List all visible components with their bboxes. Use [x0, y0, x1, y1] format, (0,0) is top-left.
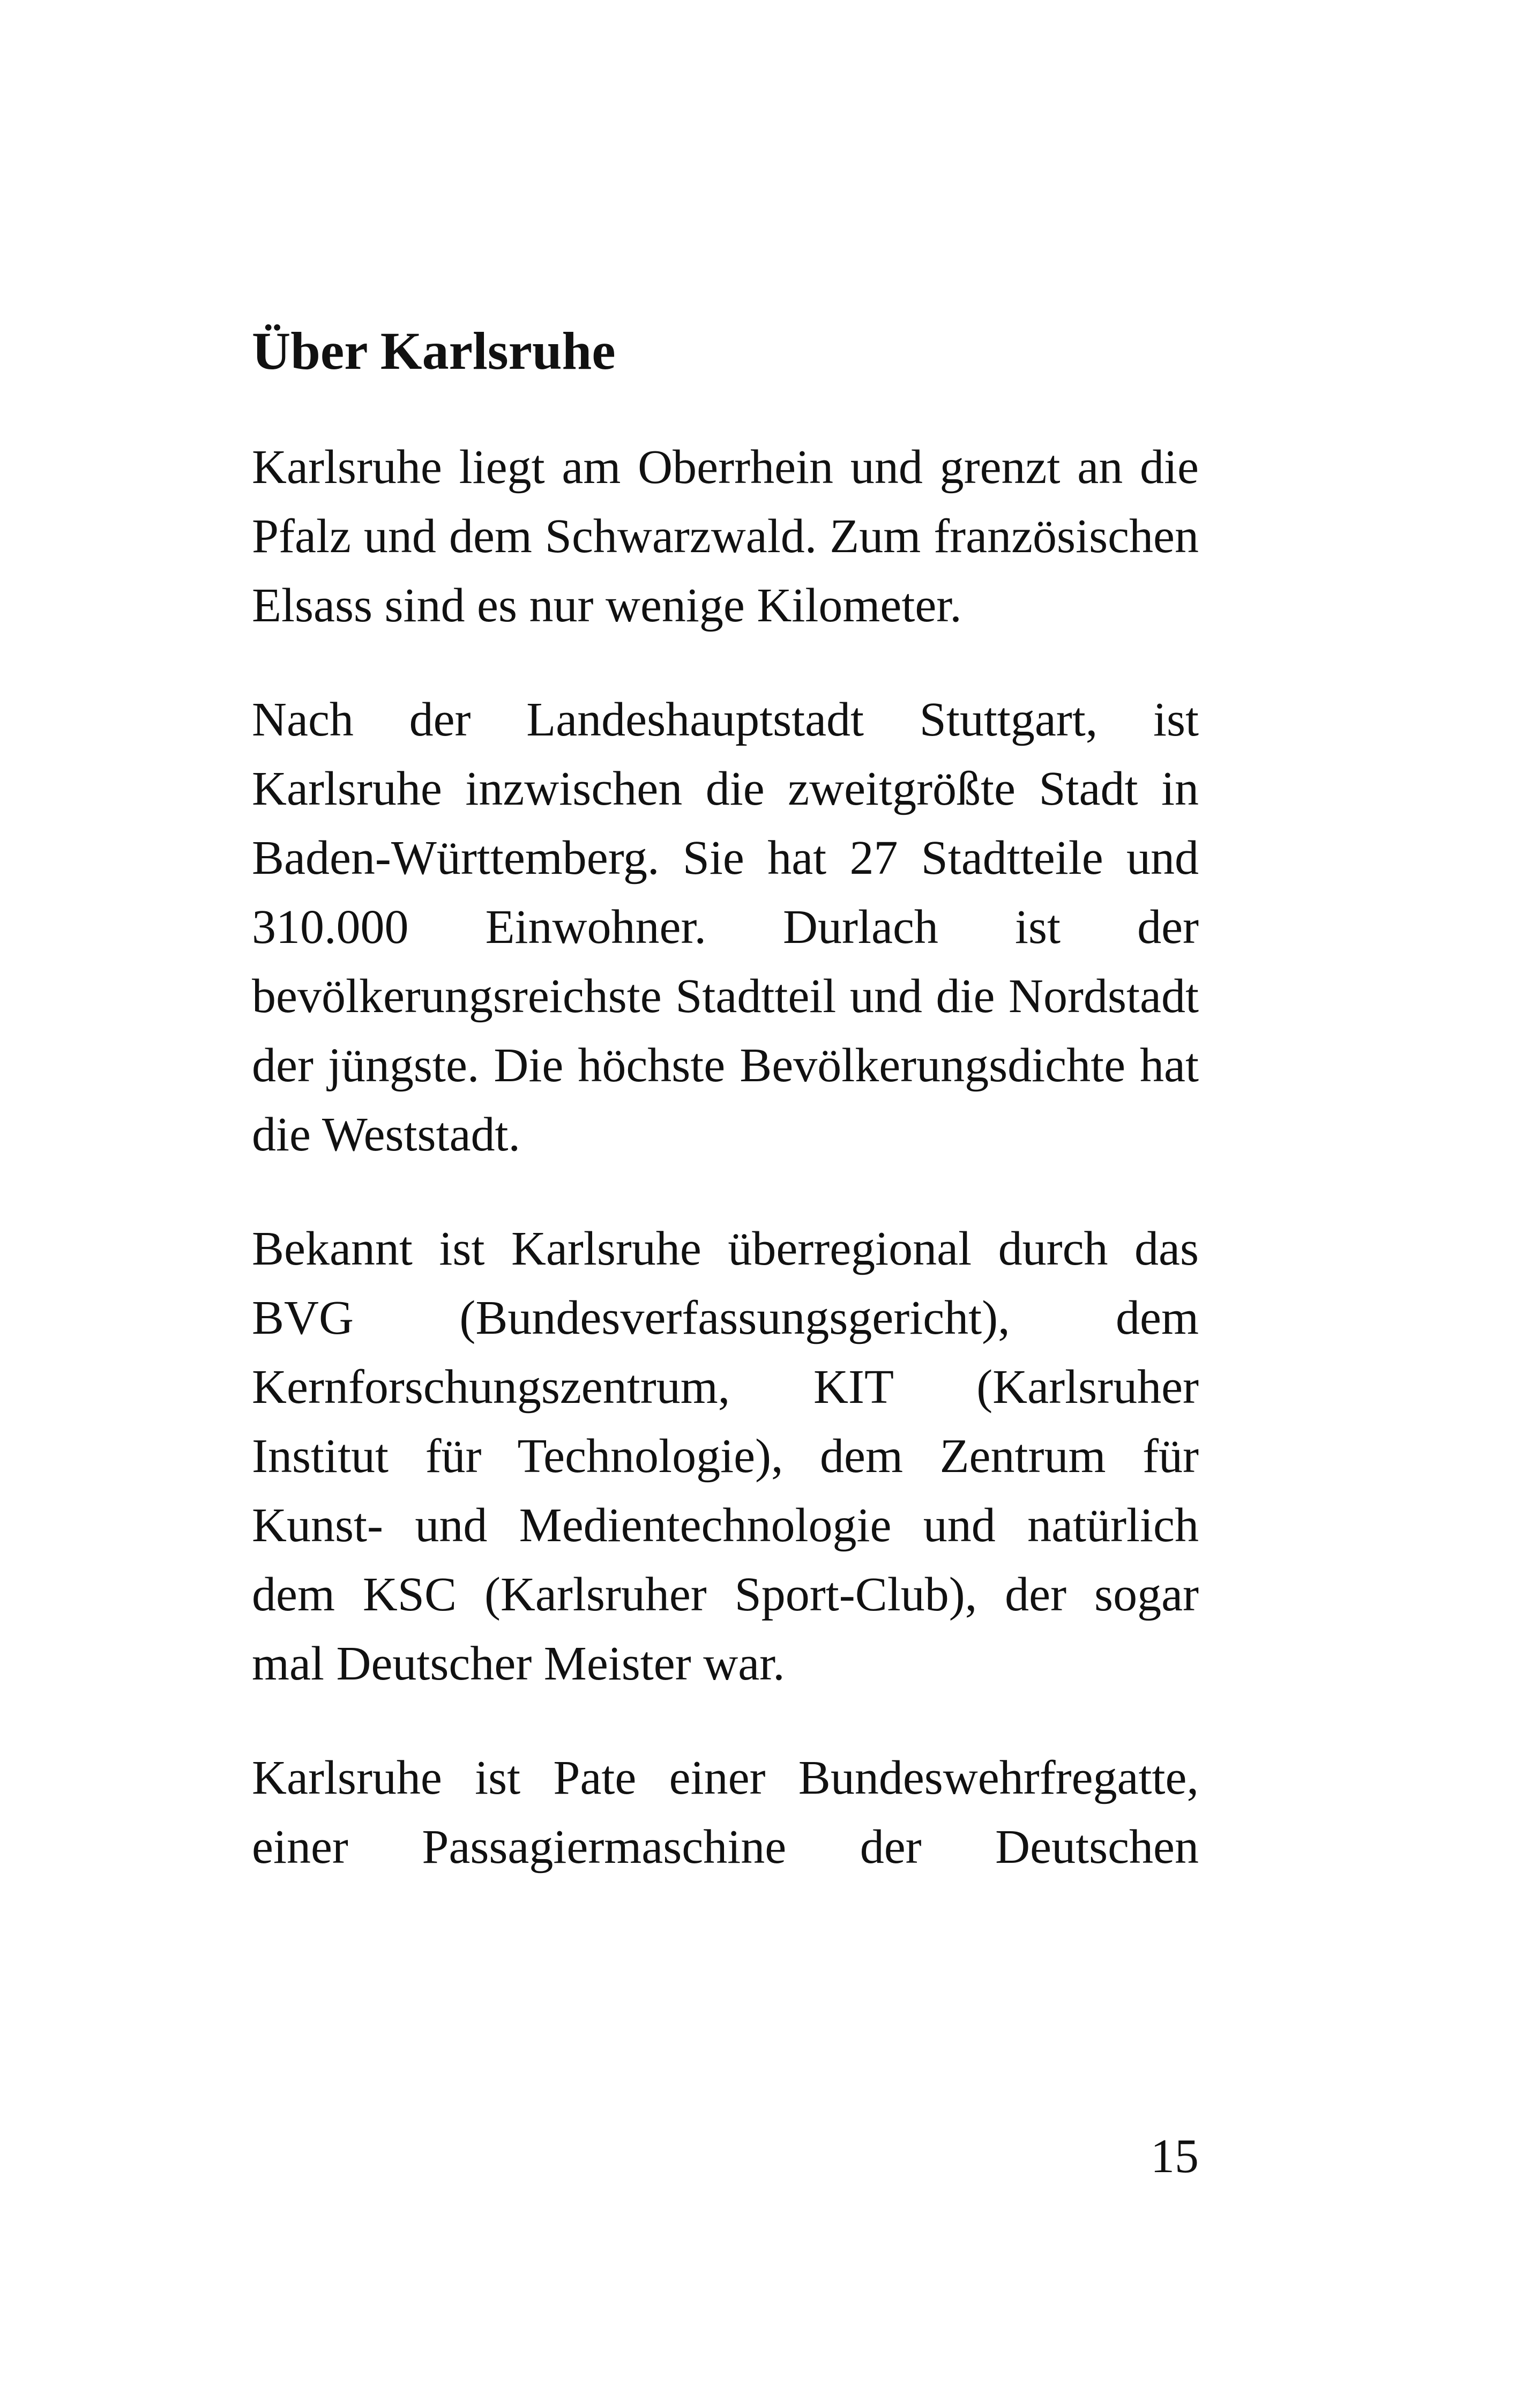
page-heading: Über Karlsruhe: [252, 321, 616, 381]
page-content: [252, 314, 1199, 1927]
paragraph-location: Karlsruhe liegt am Oberrhein und grenzt an die Pfalz und dem Schwarzwald. Zum französischen Elsass sind es nur wenige Kilometer.: [252, 441, 1199, 632]
paragraph-institutions: Bekannt ist Karlsruhe überregional durch das BVG (Bundesverfassungsgericht), dem Kernforschungszentrum, KIT (Karlsruher Institut für Technologie), dem Zentrum für Kunst- und Medientechnologie und natürlich dem KSC (Karlsruher Sport-Club), der sogar mal Deutscher Meister war.: [252, 1222, 1199, 1690]
page-number: 15: [1151, 2130, 1199, 2183]
paragraph-population: Nach der Landeshauptstadt Stuttgart, ist Karlsruhe inzwischen die zweitgrößte Stadt in Baden-Württemberg. Sie hat 27 Stadtteile und 310.000 Einwohner. Durlach ist der bevölkerungsreichste Stadtteil und die Nordstadt der jüngste. Die höchste Bevölkerungsdichte hat die Weststadt.: [252, 693, 1199, 1161]
paragraph-sponsorships: Karlsruhe ist Pate einer Bundeswehrfregatte, einer Passagiermaschine der Deutschen: [252, 1751, 1199, 1874]
